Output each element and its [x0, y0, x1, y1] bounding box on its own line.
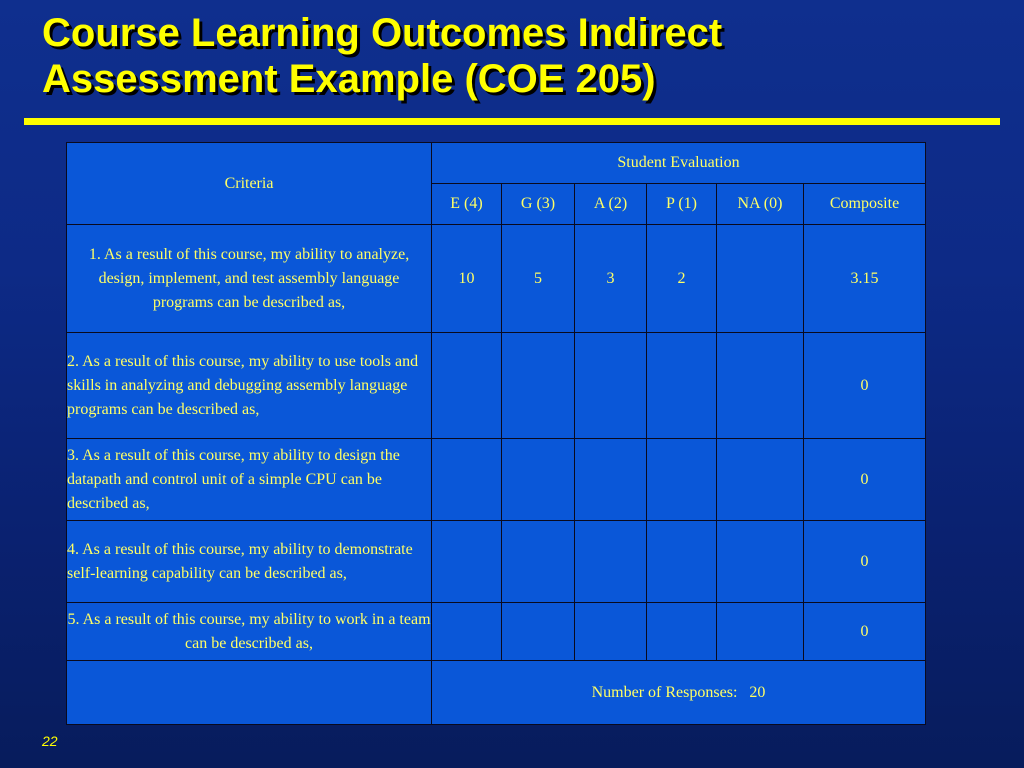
criterion-cell: 4. As a result of this course, my ability to demonstrate self-learning capability can be described as,	[67, 521, 432, 603]
column-header-na: NA (0)	[717, 184, 804, 225]
value-cell-composite: 0	[804, 333, 926, 439]
value-cell-g	[502, 333, 575, 439]
value-cell-a	[575, 439, 647, 521]
responses-count: 20	[749, 683, 766, 701]
table-row	[67, 225, 926, 333]
page-number: 22	[42, 733, 58, 749]
table-row	[67, 333, 926, 439]
column-header-p: P (1)	[647, 184, 717, 225]
value-cell-g	[502, 521, 575, 603]
value-cell-e	[432, 333, 502, 439]
title-line-1: Course Learning Outcomes Indirect	[42, 11, 723, 55]
value-cell-g: 5	[502, 225, 575, 333]
value-cell-p	[647, 603, 717, 661]
slide-title	[42, 10, 942, 102]
criterion-cell: 1. As a result of this course, my ability to analyze, design, implement, and test assembly language programs can be described as,	[67, 225, 432, 333]
value-cell-p	[647, 333, 717, 439]
table-row	[67, 521, 926, 603]
title-line-2: Assessment Example (COE 205)	[42, 57, 656, 101]
column-header-composite: Composite	[804, 184, 926, 225]
table-row	[67, 603, 926, 661]
value-cell-e: 10	[432, 225, 502, 333]
value-cell-e	[432, 603, 502, 661]
value-cell-p	[647, 439, 717, 521]
responses-label: Number of Responses:	[591, 683, 738, 701]
responses-cell	[432, 661, 926, 725]
column-header-e: E (4)	[432, 184, 502, 225]
value-cell-na	[717, 225, 804, 333]
header-row-group	[67, 143, 926, 184]
criterion-cell: 2. As a result of this course, my ability to use tools and skills in analyzing and debugging assembly language programs can be described as,	[67, 333, 432, 439]
criterion-cell: 3. As a result of this course, my ability to design the datapath and control unit of a simple CPU can be described as,	[67, 439, 432, 521]
outcomes-table	[66, 142, 926, 725]
footer-row	[67, 661, 926, 725]
value-cell-na	[717, 521, 804, 603]
footer-empty-cell	[67, 661, 432, 725]
student-evaluation-header: Student Evaluation	[432, 143, 926, 184]
column-header-a: A (2)	[575, 184, 647, 225]
title-underline	[24, 118, 1000, 125]
criterion-cell: 5. As a result of this course, my ability to work in a team can be described as,	[67, 603, 432, 661]
value-cell-p	[647, 521, 717, 603]
value-cell-e	[432, 521, 502, 603]
value-cell-composite: 0	[804, 521, 926, 603]
value-cell-composite: 0	[804, 439, 926, 521]
criteria-header: Criteria	[67, 143, 432, 225]
value-cell-e	[432, 439, 502, 521]
value-cell-na	[717, 603, 804, 661]
value-cell-a: 3	[575, 225, 647, 333]
table-row	[67, 439, 926, 521]
value-cell-a	[575, 333, 647, 439]
value-cell-a	[575, 603, 647, 661]
column-header-g: G (3)	[502, 184, 575, 225]
value-cell-a	[575, 521, 647, 603]
value-cell-composite: 3.15	[804, 225, 926, 333]
value-cell-composite: 0	[804, 603, 926, 661]
value-cell-g	[502, 439, 575, 521]
value-cell-p: 2	[647, 225, 717, 333]
value-cell-g	[502, 603, 575, 661]
value-cell-na	[717, 439, 804, 521]
value-cell-na	[717, 333, 804, 439]
